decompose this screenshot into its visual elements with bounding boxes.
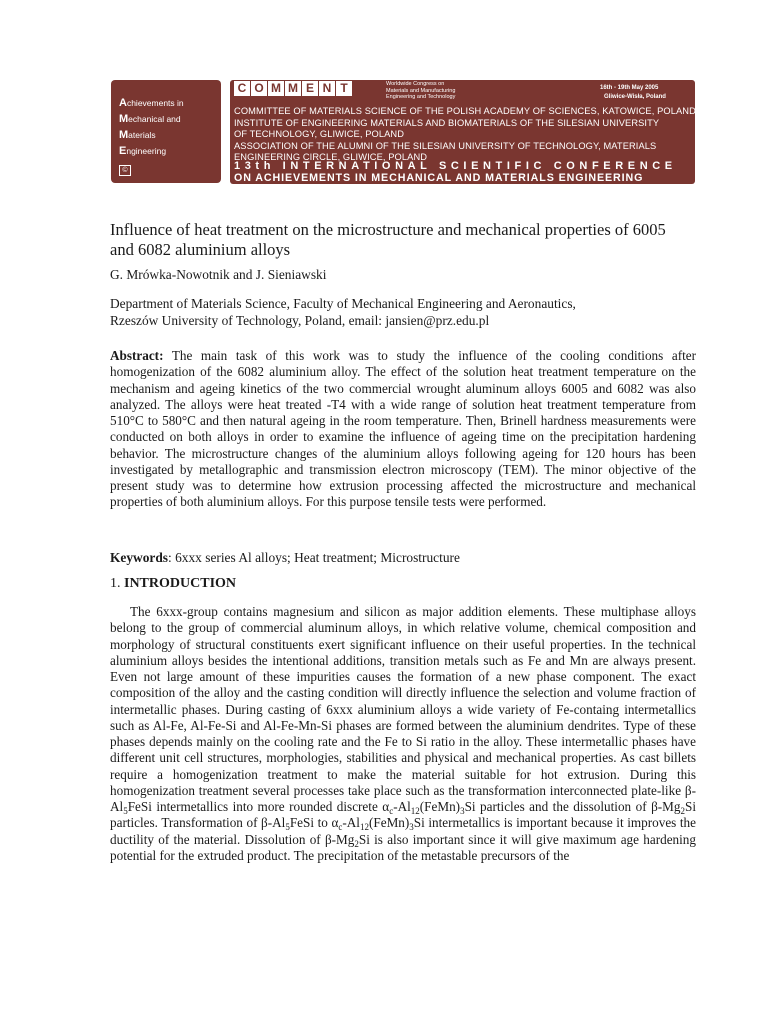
congress-description: Worldwide Congress on Materials and Manufacturing Engineering and Technology xyxy=(386,81,456,100)
logo-line-1: Achievements in xyxy=(119,97,184,109)
organizers: COMMITTEE OF MATERIALS SCIENCE OF THE POLISH ACADEMY OF SCIENCES, KATOWICE, POLAND INSTITUTE OF ENGINEERING MATERIALS AND BIOMATERIALS OF THE SILESIAN UNIVERSITY OF TECHNOLOGY, GLIWICE, POLAND ASSOCIATION OF THE ALUMNI OF THE SILESIAN UNIVERSITY OF TECHNOLOGY, MATERIALS ENGINEERING CIRCLE, GLIWICE, POLAND xyxy=(234,106,696,162)
keywords xyxy=(110,550,460,566)
section-heading: 1. INTRODUCTION xyxy=(110,576,237,591)
conference-title-line-2: ON ACHIEVEMENTS IN MECHANICAL AND MATERIALS ENGINEERING xyxy=(234,172,644,184)
abstract-label: Abstract: xyxy=(110,348,164,363)
logo-line-3: Materials xyxy=(119,129,156,141)
copyright-icon: © xyxy=(119,165,131,176)
keywords-text: : 6xxx series Al alloys; Heat treatment; Microstructure xyxy=(168,550,460,565)
conference-dates: 16th - 19th May 2005 Gliwice-Wisła, Poland xyxy=(600,85,666,100)
conference-title-line-1: 13th INTERNATIONAL SCIENTIFIC CONFERENCE xyxy=(234,160,677,172)
comment-wordmark: C O M M E N T xyxy=(234,81,353,97)
logo-line-2: Mechanical and xyxy=(119,113,181,125)
keywords-label: Keywords xyxy=(110,550,169,565)
logo-line-4: Engineering xyxy=(119,145,167,157)
paper-authors: G. Mrówka-Nowotnik and J. Sieniawski xyxy=(110,267,327,282)
affiliation: Department of Materials Science, Faculty of Mechanical Engineering and Aeronautics, Rzeszów University of Technology, Poland, email: jansien@prz.edu.pl xyxy=(110,296,576,328)
journal-logo xyxy=(111,80,221,183)
introduction-text: The 6xxx-group contains magnesium and silicon as major addition elements. These multiphase alloys belong to the group of commercial aluminum alloys, in which relative volume, chemical composition and morphology of structural constituents exert significant influence on their useful properties. In the technical aluminium alloys besides the intentional additions, transition metals such as Fe and Mn are always present. Even not large amount of these impurities causes the formation of a new phase component. The exact composition of the alloy and the casting condition will directly influence the selection and volume fraction of intermetallic phases. During casting of 6xxx aluminium alloys a wide variety of Fe-containg intermetallics such as Al-Fe, Al-Fe-Si and Al-Fe-Mn-Si phases are formed between the aluminium dendrites. Type of these phases depends mainly on the cooling rate and the Fe to Si ratio in the alloy. These intermetallic phases have different unit cell structures, morphologies, stabilities and physical and mechanical properties. As cast billets require a homogenization treatment to make the material suitable for hot extrusion. During this homogenization treatment several processes take place such as the transformation interconnected plate-like $\beta-Al_5FeSi$ intermetallics into more rounded discrete $\alpha_c-Al_{12}(FeMn)_3Si$ particles and the dissolution of $\beta-Mg_2Si$ particles. Transformation of $\beta-Al_5FeSi$ to $\alpha_c-Al_{12}(FeMn)_3Si$ intermetallics is important because it improves the ductility of the material. Dissolution of $\beta-Mg_2Si$ is also important since it will give maximum age hardening potential for the extruded product. The precipitation of the metastable precursors of the xyxy=(110,604,697,863)
abstract xyxy=(110,348,696,511)
paper-title: Influence of heat treatment on the microstructure and mechanical properties of 6005 and 6082 aluminium alloys xyxy=(110,220,666,259)
abstract-text: The main task of this work was to study the influence of the cooling conditions after homogenization of the 6082 aluminium alloy. The effect of the solution heat treatment temperature on the mechanism and ageing kinetics of the two commercial wrought aluminum alloys 6005 and 6082 was also analyzed. The alloys were heat treated -T4 with a wide range of solution heat treatment temperature from 510°C to 580°C and then natural ageing in the room temperature. Then, Brinell hardness measurements were conducted on both alloys in order to examine the influence of ageing time on the precipitation hardening behavior. The microstructure changes of the aluminium alloys following ageing for 120 hours has been investigated by metallographic and transmission electron microscopy (TEM). The minor objective of the present study was to determine how extrusion processing affected the microstructure and mechanical properties of both aluminium alloys. For this purpose tensile tests were performed. xyxy=(110,348,696,510)
